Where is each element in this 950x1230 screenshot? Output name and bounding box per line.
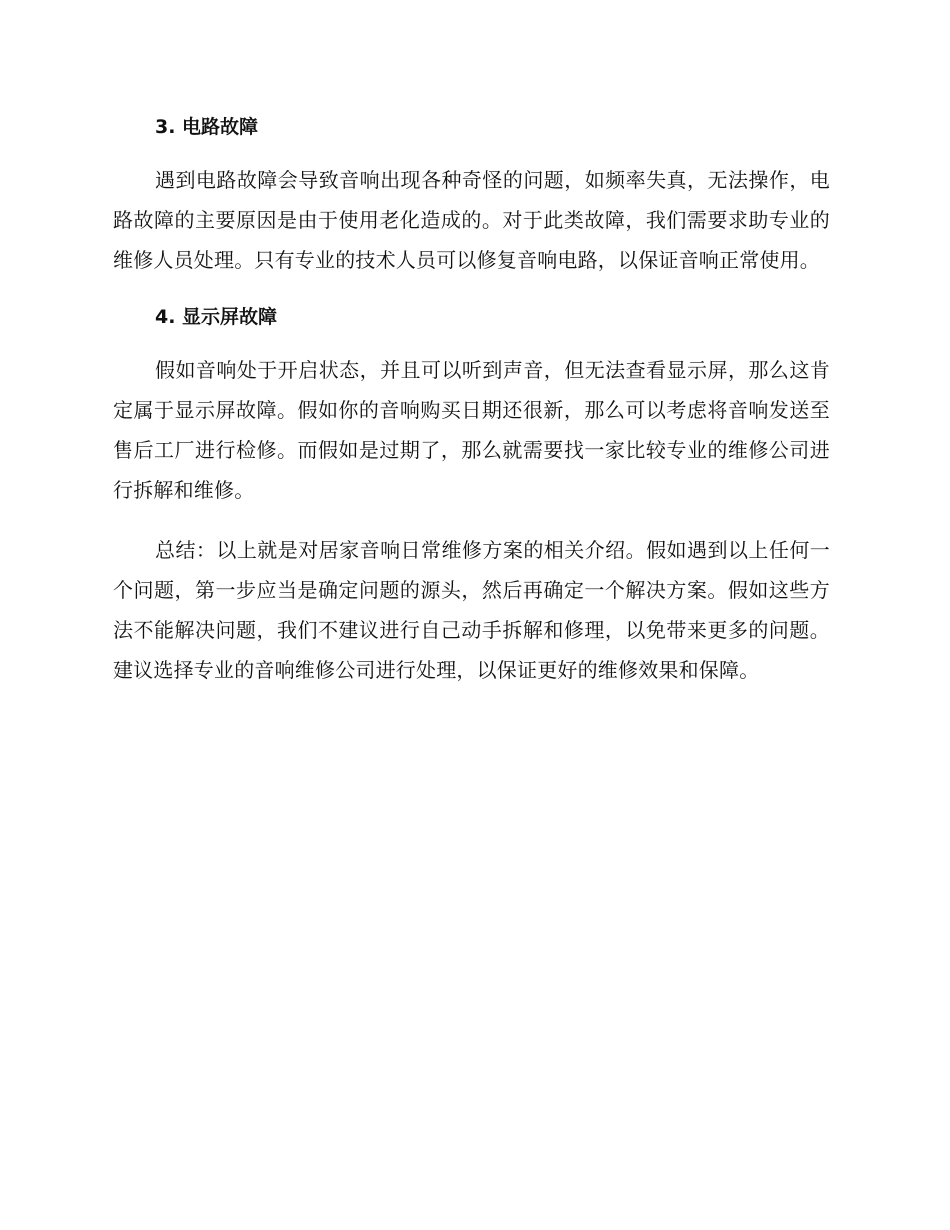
- summary-paragraph: 总结：以上就是对居家音响日常维修方案的相关介绍。假如遇到以上任何一个问题，第一步应当是确定问题的源头，然后再确定一个解决方案。假如这些方法不能解决问题，我们不建议进行自己动手拆解和修理，以免带来更多的问题。建议选择专业的音响维修公司进行处理，以保证更好的维修效果和保障。: [113, 538, 830, 682]
- section-circuit-fault: [113, 110, 830, 280]
- section-paragraph: 假如音响处于开启状态，并且可以听到声音，但无法查看显示屏，那么这肯定属于显示屏故障。假如你的音响购买日期还很新，那么可以考虑将音响发送至售后工厂进行检修。而假如是过期了，那么就需要找一家比较专业的维修公司进行拆解和维修。: [113, 358, 830, 502]
- section-heading: 3. 电路故障: [155, 116, 259, 138]
- section-paragraph: 遇到电路故障会导致音响出现各种奇怪的问题，如频率失真，无法操作，电路故障的主要原因是由于使用老化造成的。对于此类故障，我们需要求助专业的维修人员处理。只有专业的技术人员可以修复音响电路，以保证音响正常使用。: [113, 168, 830, 272]
- section-heading: 4. 显示屏故障: [155, 306, 278, 328]
- section-display-fault: [113, 300, 830, 510]
